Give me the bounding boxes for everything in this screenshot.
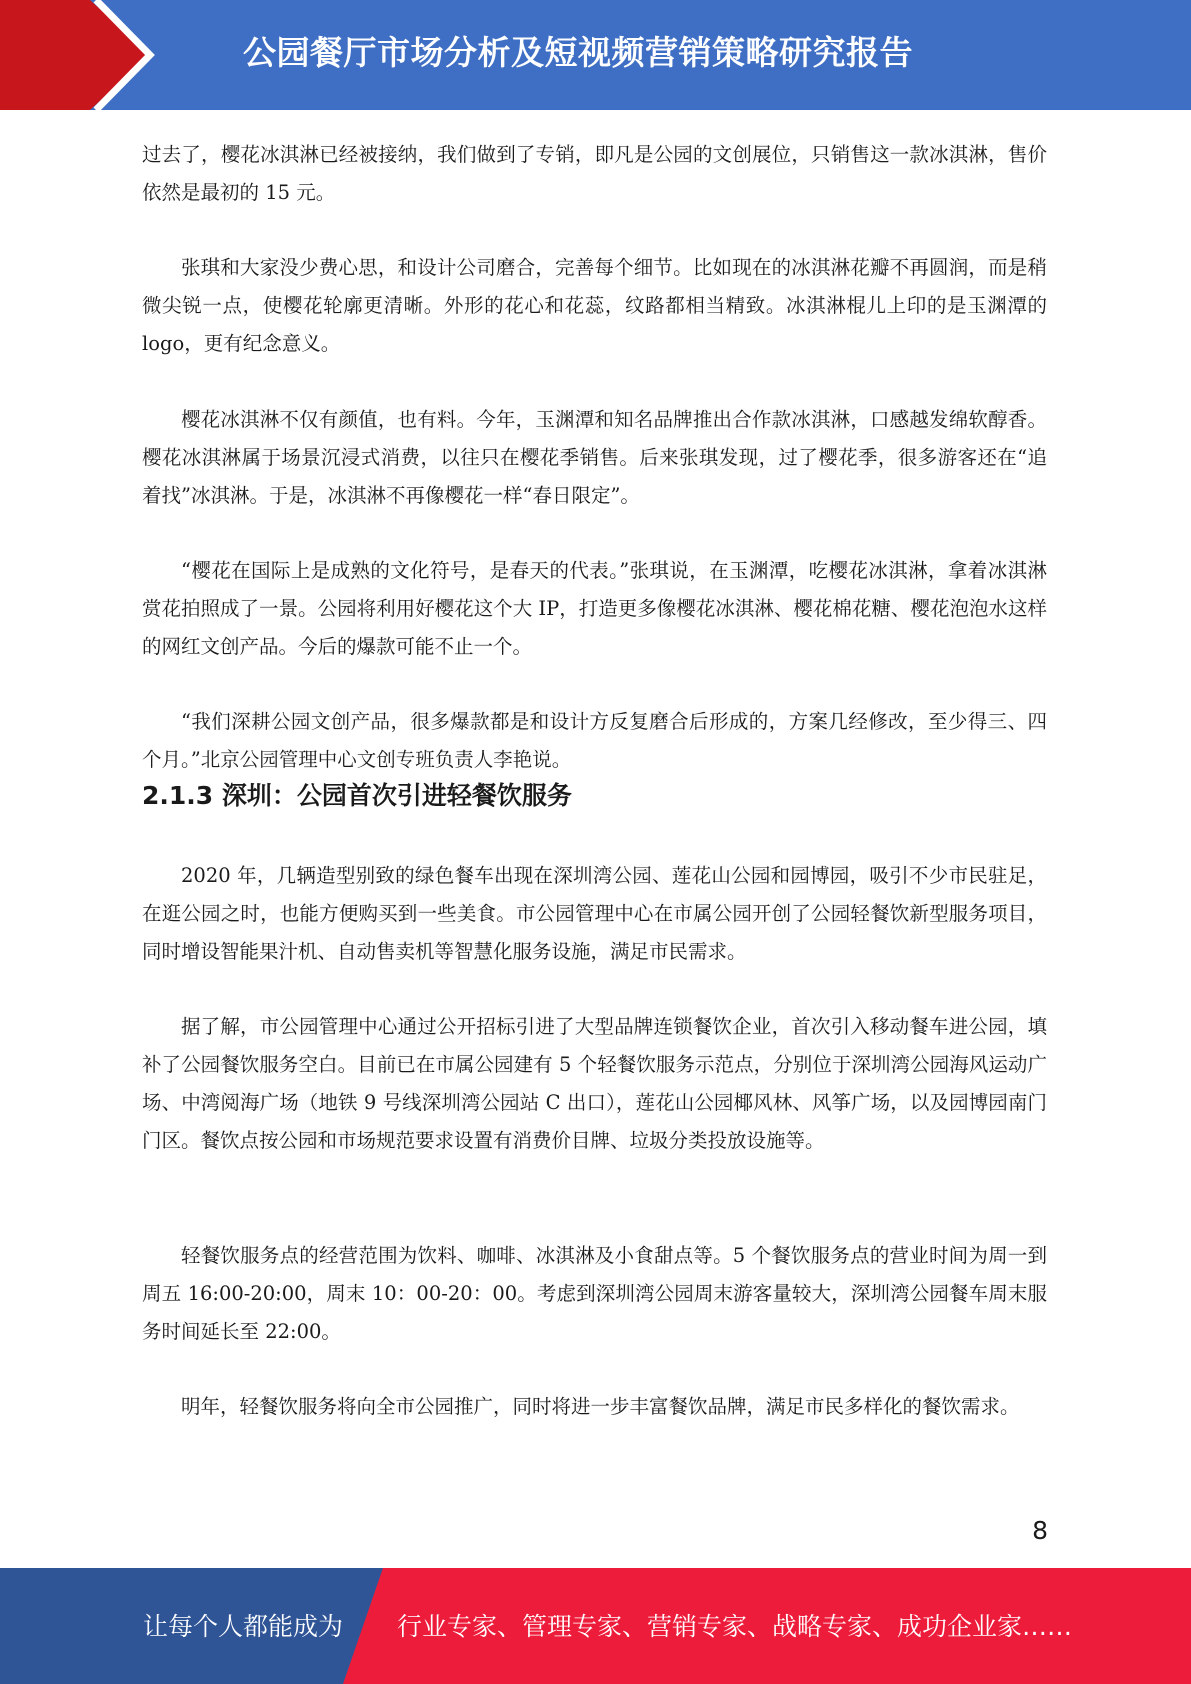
report-title: 公园餐厅市场分析及短视频营销策略研究报告 (243, 33, 913, 72)
page-header (0, 0, 1191, 110)
page-number: 8 (1032, 1516, 1048, 1545)
paragraph: 樱花冰淇淋不仅有颜值，也有料。今年，玉渊潭和知名品牌推出合作款冰淇淋，口感越发绵软醇香。樱花冰淇淋属于场景沉浸式消费，以往只在樱花季销售。后来张琪发现，过了樱花季，很多游客还在“追着找”冰淇淋。于是，冰淇淋不再像樱花一样“春日限定”。 (142, 408, 1047, 507)
paragraph: 过去了，樱花冰淇淋已经被接纳，我们做到了专销，即凡是公园的文创展位，只销售这一款冰淇淋，售价依然是最初的 15 元。 (142, 143, 1047, 204)
paragraph: 轻餐饮服务点的经营范围为饮料、咖啡、冰淇淋及小食甜点等。5 个餐饮服务点的营业时间为周一到周五 16:00-20:00，周末 10：00-20：00。考虑到深圳湾公园周末游客量较大，深圳湾公园餐车周末服务时间延长至 22:00。 (142, 1244, 1047, 1343)
paragraph: 2020 年，几辆造型别致的绿色餐车出现在深圳湾公园、莲花山公园和园博园，吸引不少市民驻足，在逛公园之时，也能方便购买到一些美食。市公园管理中心在市属公园开创了公园轻餐饮新型服务项目，同时增设智能果汁机、自动售卖机等智慧化服务设施，满足市民需求。 (142, 864, 1047, 963)
paragraph: “樱花在国际上是成熟的文化符号，是春天的代表。”张琪说，在玉渊潭，吃樱花冰淇淋，拿着冰淇淋赏花拍照成了一景。公园将利用好樱花这个大 IP，打造更多像樱花冰淇淋、樱花棉花糖、樱花泡泡水这样的网红文创产品。今后的爆款可能不止一个。 (142, 559, 1047, 658)
paragraph: 据了解，市公园管理中心通过公开招标引进了大型品牌连锁餐饮企业，首次引入移动餐车进公园，填补了公园餐饮服务空白。目前已在市属公园建有 5 个轻餐饮服务示范点，分别位于深圳湾公园海风运动广场、中湾阅海广场（地铁 9 号线深圳湾公园站 C 出口），莲花山公园椰风林、风筝广场，以及园博园南门门区。餐饮点按公园和市场规范要求设置有消费价目牌、垃圾分类投放设施等。 (142, 1015, 1047, 1152)
page-footer (0, 1568, 1191, 1684)
section-heading: 2.1.3 深圳：公园首次引进轻餐饮服务 (142, 781, 572, 810)
paragraph: 明年，轻餐饮服务将向全市公园推广，同时将进一步丰富餐饮品牌，满足市民多样化的餐饮需求。 (181, 1395, 1020, 1418)
footer-slogan-right: 行业专家、管理专家、营销专家、战略专家、成功企业家…… (397, 1612, 1073, 1641)
paragraph: “我们深耕公园文创产品，很多爆款都是和设计方反复磨合后形成的，方案几经修改，至少得三、四个月。”北京公园管理中心文创专班负责人李艳说。 (142, 710, 1047, 771)
footer-slogan-left: 让每个人都能成为 (143, 1612, 344, 1641)
paragraph: 张琪和大家没少费心思，和设计公司磨合，完善每个细节。比如现在的冰淇淋花瓣不再圆润，而是稍微尖锐一点，使樱花轮廓更清晰。外形的花心和花蕊，纹路都相当精致。冰淇淋棍儿上印的是玉渊潭的 logo，更有纪念意义。 (142, 256, 1047, 355)
